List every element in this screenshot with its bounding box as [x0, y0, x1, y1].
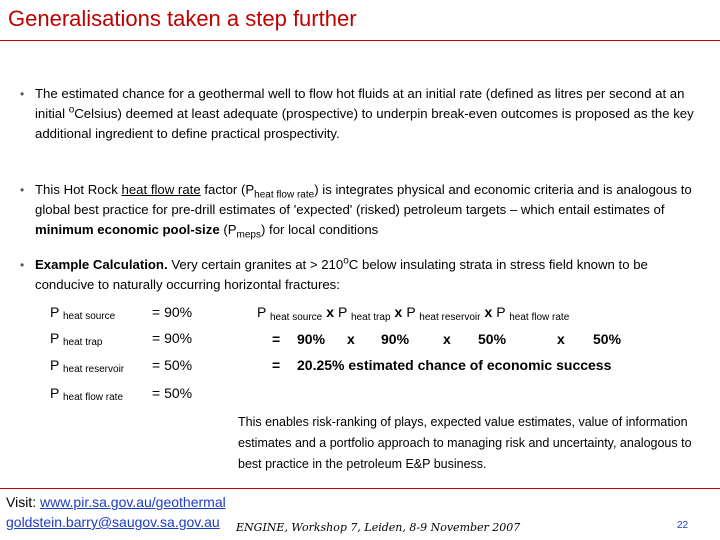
email-link[interactable]: goldstein.barry@saugov.sa.gov.au	[6, 514, 220, 530]
prob-label-heat-flow-rate: P $_{heat flow rate}$	[50, 385, 124, 403]
formula-term: P $_{heat reservoir}$	[406, 304, 481, 323]
prob-label-heat-trap: P $_{heat trap}$	[50, 330, 103, 348]
formula-value-trap: 90%	[381, 331, 410, 347]
email-line	[6, 514, 220, 530]
prob-value-heat-source: = 90%	[152, 304, 193, 320]
bullet-dot-icon: •	[20, 183, 25, 197]
visit-line: Visit: www.pir.sa.gov.au/geothermal	[6, 494, 226, 510]
bullet-geothermal-chance	[20, 84, 700, 144]
page-number: 22	[677, 520, 689, 531]
multiply-operator: x	[394, 304, 403, 320]
risk-ranking-note: This enables risk-ranking of plays, expected value estimates, value of information estimates and a portfolio approach to managing risk and uncertainty, analogous to best practice in the petroleum E&P business.	[238, 415, 692, 471]
formula-x: x	[443, 331, 451, 347]
bullet-heat-flow-rate	[20, 180, 700, 240]
formula-term: P $_{heat trap}$	[338, 304, 391, 323]
bullet-text: The estimated chance for a geothermal well to flow hot fluids at an initial rate (defined as litres per second at an initial $^o$Celsius) deemed at least adequate (prospective) to underpin break-even outcomes is proposed as the key additional ingredient to define practical prospectivity.	[35, 86, 694, 141]
multiply-operator: x	[326, 304, 335, 320]
geothermal-website-link[interactable]: www.pir.sa.gov.au/geothermal	[39, 494, 226, 510]
prob-value-heat-trap: = 90%	[152, 330, 193, 346]
result-equals: =	[272, 357, 281, 373]
prob-value-heat-reservoir: = 50%	[152, 357, 193, 373]
prob-value-heat-flow-rate: = 50%	[152, 385, 193, 401]
bullet-text: This Hot Rock heat flow rate factor $(P_{heat flow rate})$ is integrates physical and economic criteria and is analogous to global best practice for pre-drill estimates of 'expected' (risked) petroleum targets – which entail estimates of minimum economic pool-size $(P_{meps})$ for local conditions	[35, 182, 692, 241]
bullet-text: Example Calculation. Very certain granites at > $210^oC$ below insulating strata in stress field known to be conducive to naturally occurring horizontal fractures:	[35, 255, 648, 292]
formula-equals: =	[272, 331, 281, 347]
heat-flow-rate-term: heat flow rate	[121, 182, 201, 197]
prob-label-heat-reservoir: P $_{heat reservoir}$	[50, 357, 125, 375]
formula-x: x	[557, 331, 565, 347]
probability-formula	[257, 304, 570, 323]
formula-x: x	[347, 331, 355, 347]
prob-label-heat-source: P $_{heat source}$	[50, 304, 116, 322]
formula-value-flow-rate: 50%	[593, 331, 622, 347]
footer-divider	[0, 488, 720, 489]
title-divider	[0, 40, 720, 41]
formula-term: P $_{heat flow rate}$	[496, 304, 570, 323]
bullet-dot-icon: •	[20, 258, 25, 272]
multiply-operator: x	[484, 304, 493, 320]
formula-value-reservoir: 50%	[478, 331, 507, 347]
formula-value-source: 90%	[297, 331, 326, 347]
slide-title: Generalisations taken a step further	[8, 6, 357, 31]
formula-term: P $_{heat source}$	[257, 304, 323, 323]
bullet-example-calculation	[20, 255, 700, 295]
bullet-dot-icon: •	[20, 87, 25, 101]
result-text: 20.25% estimated chance of economic success	[297, 357, 612, 373]
workshop-caption: ENGINE, Workshop 7, Leiden, 8-9 November 2007	[236, 521, 521, 534]
